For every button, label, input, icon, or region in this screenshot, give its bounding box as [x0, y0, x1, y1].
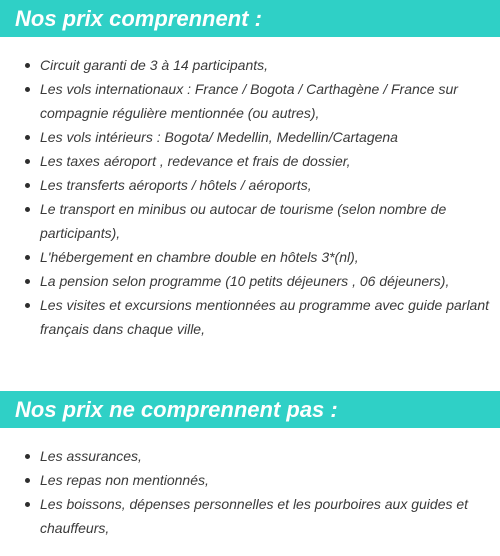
list-item	[0, 53, 500, 77]
list-item-text: Les taxes aéroport , redevance et frais de dossier,	[40, 153, 351, 169]
list-item	[0, 125, 500, 149]
bullet-icon	[25, 87, 30, 92]
list-item	[0, 293, 500, 341]
bullet-icon	[25, 63, 30, 68]
bullet-icon	[25, 159, 30, 164]
list-item-text: La pension selon programme (10 petits déjeuners , 06 déjeuners),	[40, 273, 450, 289]
included-heading: Nos prix comprennent :	[0, 0, 500, 37]
list-item	[0, 468, 500, 492]
list-item	[0, 197, 500, 245]
bullet-icon	[25, 279, 30, 284]
bullet-icon	[25, 207, 30, 212]
bullet-icon	[25, 454, 30, 459]
list-item-text: Circuit garanti de 3 à 14 participants,	[40, 57, 269, 73]
list-item	[0, 149, 500, 173]
list-item	[0, 245, 500, 269]
list-item	[0, 492, 500, 540]
excluded-list	[0, 444, 500, 540]
list-item-text: Les repas non mentionnés,	[40, 472, 209, 488]
bullet-icon	[25, 502, 30, 507]
list-item-text: Les vols internationaux : France / Bogota / Carthagène / France sur compagnie régulière mentionnée (ou autres),	[40, 81, 458, 121]
list-item-text: Les visites et excursions mentionnées au programme avec guide parlant français dans chaque ville,	[40, 297, 490, 337]
list-item-text: Les vols intérieurs : Bogota/ Medellin, Medellin/Cartagena	[40, 129, 398, 145]
bullet-icon	[25, 478, 30, 483]
excluded-heading: Nos prix ne comprennent pas :	[0, 391, 500, 428]
list-item-text: Les transferts aéroports / hôtels / aéroports,	[40, 177, 312, 193]
excluded-section	[0, 391, 500, 540]
list-item	[0, 269, 500, 293]
list-item-text: Les boissons, dépenses personnelles et les pourboires aux guides et chauffeurs,	[40, 496, 469, 536]
included-list	[0, 53, 500, 341]
list-item-text: Les assurances,	[40, 448, 142, 464]
bullet-icon	[25, 135, 30, 140]
bullet-icon	[25, 303, 30, 308]
list-item	[0, 77, 500, 125]
bullet-icon	[25, 183, 30, 188]
list-item	[0, 444, 500, 468]
list-item-text: Le transport en minibus ou autocar de tourisme (selon nombre de participants),	[40, 201, 447, 241]
list-item-text: L'hébergement en chambre double en hôtels 3*(nl),	[40, 249, 359, 265]
list-item	[0, 173, 500, 197]
bullet-icon	[25, 255, 30, 260]
